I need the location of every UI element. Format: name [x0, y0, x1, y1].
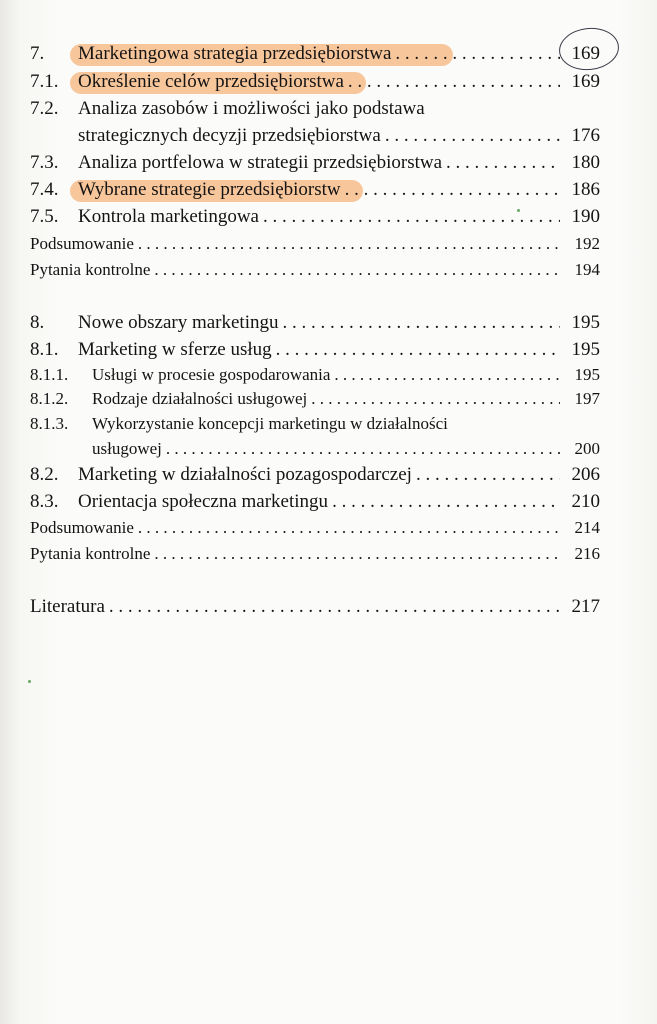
toc-entry-page: 192	[574, 234, 600, 253]
toc-entry-page: 206	[571, 464, 600, 485]
toc-entry	[0, 463, 657, 487]
toc-entry-title: Kontrola marketingowa	[78, 206, 259, 227]
toc-entry-number: 7.	[30, 43, 45, 64]
dot-leader	[138, 516, 560, 540]
toc-entry-title: Analiza portfelowa w strategii przedsiębiorstwa	[78, 152, 443, 173]
toc-entry-title: Podsumowanie	[30, 518, 134, 537]
toc-entry-page: 190	[571, 206, 600, 227]
dot-leader	[348, 70, 560, 94]
toc-entry-number: 8.	[30, 312, 45, 333]
toc-entry	[0, 387, 657, 411]
dot-leader	[395, 42, 560, 66]
dot-leader	[166, 437, 560, 461]
toc-entry-number: 8.3.	[30, 491, 59, 512]
toc-entry-title: Wybrane strategie przedsiębiorstw	[78, 179, 341, 200]
dot-leader	[385, 124, 560, 148]
toc-entry	[0, 338, 657, 362]
toc-entry	[0, 311, 657, 335]
toc-entry-number: 8.1.2.	[30, 389, 69, 408]
toc-entry	[0, 412, 657, 436]
dot-leader	[446, 151, 560, 175]
toc-entry-number: 7.1.	[30, 71, 59, 92]
dot-leader	[332, 490, 560, 514]
toc-entry-page: 194	[574, 260, 600, 279]
toc-entry	[0, 178, 657, 202]
toc-entry-page: 195	[571, 312, 600, 333]
dot-leader	[154, 258, 560, 282]
dot-leader	[263, 205, 560, 229]
toc-entry	[0, 542, 657, 566]
dot-leader	[276, 338, 560, 362]
toc-entry-page: 169	[571, 43, 600, 64]
toc-entry	[0, 490, 657, 514]
toc-entry-title: Pytania kontrolne	[30, 260, 151, 279]
toc-entry	[0, 516, 657, 540]
toc-entry	[0, 151, 657, 175]
toc-entry-title: Podsumowanie	[30, 234, 134, 253]
toc-entry-number: 7.5.	[30, 206, 59, 227]
toc-entry	[0, 70, 657, 94]
dot-leader	[283, 311, 561, 335]
toc-entry-title: Pytania kontrolne	[30, 544, 151, 563]
toc-entry-title: Analiza zasobów i możliwości jako podstawa	[78, 98, 425, 119]
toc-entry-page: 214	[574, 518, 600, 537]
toc-entry-page: 217	[571, 596, 600, 617]
dot-leader	[138, 232, 560, 256]
green-pen-dot	[28, 680, 31, 683]
toc-entry-title: Marketing w działalności pozagospodarczej	[78, 464, 412, 485]
dot-leader	[334, 363, 560, 387]
toc-entry-title: Określenie celów przedsiębiorstwa	[78, 71, 344, 92]
toc-entry	[0, 232, 657, 256]
dot-leader	[416, 463, 560, 487]
toc-entry-page: 197	[574, 389, 600, 408]
toc-entry-page: 216	[574, 544, 600, 563]
toc-entry	[0, 124, 657, 148]
toc-entry-title: Literatura	[30, 596, 105, 617]
toc-entry-page: 195	[571, 339, 600, 360]
toc-entry-number: 8.1.	[30, 339, 59, 360]
toc-entry	[0, 437, 657, 461]
toc-entry-title: Wykorzystanie koncepcji marketingu w działalności	[92, 414, 448, 433]
toc-entry-title: Marketing w sferze usług	[78, 339, 272, 360]
toc-entry-page: 200	[574, 439, 600, 458]
toc-entry-title: strategicznych decyzji przedsiębiorstwa	[78, 125, 381, 146]
toc-entry-page: 180	[571, 152, 600, 173]
toc-entry-title: Rodzaje działalności usługowej	[92, 389, 308, 408]
toc-entry-number: 7.4.	[30, 179, 59, 200]
toc-entry-page: 169	[571, 71, 600, 92]
toc-entry	[0, 258, 657, 282]
toc-entry-page: 176	[571, 125, 600, 146]
toc-entry-page: 210	[571, 491, 600, 512]
toc-entry-page: 195	[574, 365, 600, 384]
toc-entry	[0, 595, 657, 619]
toc-entry-title: usługowej	[92, 439, 162, 458]
dot-leader	[154, 542, 560, 566]
toc-entry-number: 7.2.	[30, 98, 59, 119]
toc-entry-number: 7.3.	[30, 152, 59, 173]
dot-leader	[109, 595, 560, 619]
toc-entry-title: Nowe obszary marketingu	[78, 312, 279, 333]
toc-entry-title: Usługi w procesie gospodarowania	[92, 365, 331, 384]
toc-entry-page: 186	[571, 179, 600, 200]
toc-entry	[0, 363, 657, 387]
toc-entry	[0, 42, 657, 66]
toc-entry-number: 8.1.1.	[30, 365, 69, 384]
toc-entry-title: Marketingowa strategia przedsiębiorstwa	[78, 43, 392, 64]
toc-entry-number: 8.2.	[30, 464, 59, 485]
toc-entry-number: 8.1.3.	[30, 414, 69, 433]
dot-leader	[345, 178, 560, 202]
dot-leader	[311, 387, 560, 411]
toc-entry	[0, 97, 657, 121]
toc-entry	[0, 205, 657, 229]
toc-entry-title: Orientacja społeczna marketingu	[78, 491, 329, 512]
